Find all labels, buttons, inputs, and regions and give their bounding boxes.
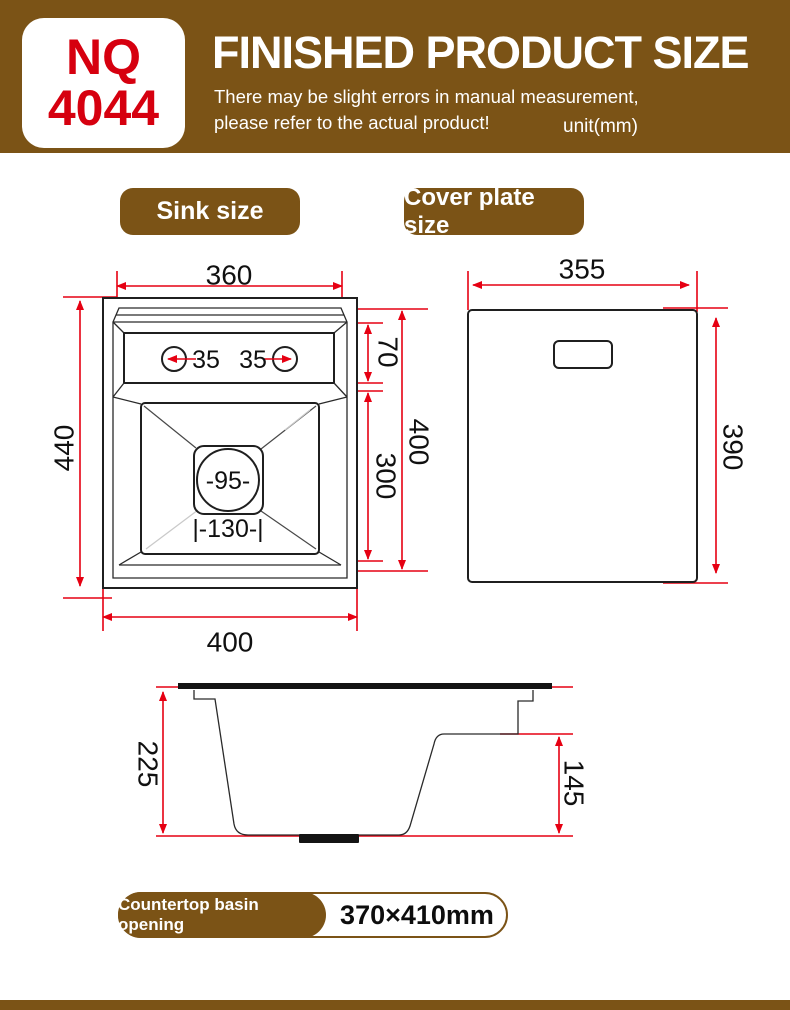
dim-sink-bottom-width: 400	[206, 626, 254, 658]
dim-sink-top-width: 360	[205, 259, 253, 291]
model-code-line2: 4044	[47, 80, 160, 136]
dim-bowl-depth: 145	[558, 759, 590, 807]
sink-size-label: Sink size	[120, 188, 300, 235]
sink-top-view	[49, 260, 435, 658]
cover-plate-outline	[468, 310, 697, 582]
dim-cover-width: 355	[558, 253, 606, 285]
measurement-note-line1: There may be slight errors in manual measurement,	[214, 86, 639, 107]
unit-label: unit(mm)	[563, 116, 638, 137]
sink-outline	[103, 298, 357, 588]
dim-total-depth: 225	[132, 740, 164, 788]
dim-bowl-length: 300	[370, 452, 402, 500]
side-dimension-lines	[163, 692, 559, 833]
model-code-line1: NQ	[66, 29, 141, 85]
countertop-opening-value: 370×410mm	[340, 899, 494, 930]
dim-drain-diameter: -95-	[205, 467, 251, 495]
page-title: FINISHED PRODUCT SIZE	[212, 27, 749, 78]
dim-sink-left-height: 440	[48, 424, 80, 472]
cover-plate-size-label: Cover plate size	[404, 188, 584, 235]
dim-drain-base: |-130-|	[192, 515, 264, 543]
countertop-opening-pill	[118, 892, 508, 938]
side-extension-lines	[156, 687, 573, 836]
drain-stub	[299, 834, 359, 843]
dim-deck-height: 70	[372, 336, 404, 368]
side-profile-view	[133, 683, 590, 843]
countertop-opening-label: Countertop basin opening	[118, 892, 326, 938]
cover-plate-view	[468, 254, 749, 584]
measurement-note-line2: please refer to the actual product!	[214, 112, 490, 134]
dim-faucet-left: 35	[192, 346, 220, 374]
dim-sink-right-height: 400	[403, 418, 435, 466]
footer-band	[0, 1000, 790, 1010]
dim-cover-height: 390	[717, 423, 749, 471]
sink-profile-outline	[194, 690, 533, 835]
dim-faucet-right: 35	[239, 346, 267, 374]
countertop-bar	[178, 683, 552, 689]
